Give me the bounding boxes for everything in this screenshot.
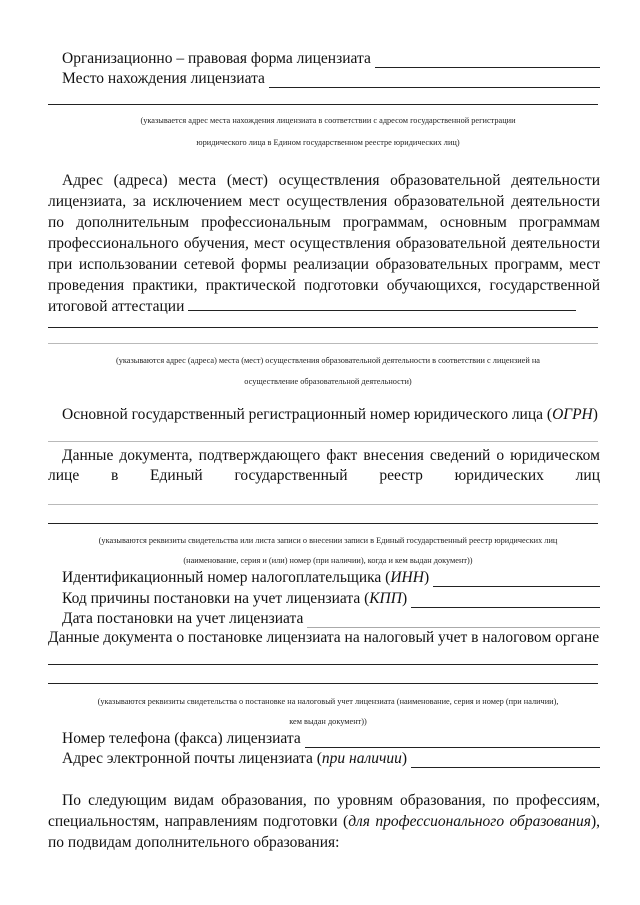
egrul-word: государственный <box>234 467 348 484</box>
egrul-word: подтверждающего <box>198 447 321 464</box>
kpp-close: ) <box>401 590 408 607</box>
reg-date-field[interactable] <box>307 614 600 628</box>
egrul-word: сведений <box>429 447 491 464</box>
kpp-abbr: КПП <box>369 590 402 607</box>
tax-doc-line <box>48 629 600 647</box>
final-text-1: По следующим видам образования, по уровням образования, по профессиям, специальностям, направлениям подготовки ( <box>48 792 600 830</box>
activity-address-field[interactable] <box>188 297 576 311</box>
egrul-word: документа, <box>119 447 193 464</box>
email-close: ) <box>401 750 408 767</box>
tax-note-1: (указываются реквизиты свидетельства о постановке на налоговый учет лицензиата (наименование, серия и номер (при наличии), <box>97 697 559 706</box>
egrul-doc-line-1 <box>62 447 600 465</box>
egrul-word: юридическом <box>510 447 600 464</box>
location-line <box>62 70 600 88</box>
inn-close: ) <box>423 569 430 586</box>
ogrn-close: ) <box>592 406 598 423</box>
location-field-continuation[interactable] <box>48 104 598 105</box>
inn-label: Идентификационный номер налогоплательщика ( <box>62 569 391 586</box>
egrul-word: внесения <box>363 447 424 464</box>
phone-line <box>62 730 600 748</box>
egrul-doc-field-2[interactable] <box>48 523 598 524</box>
phone-field[interactable] <box>305 734 600 748</box>
kpp-label: Код причины постановки на учет лицензиата ( <box>62 590 370 607</box>
tax-doc-field-2[interactable] <box>48 683 598 684</box>
egrul-word: лице <box>48 467 80 484</box>
location-label: Место нахождения лицензиата <box>62 70 265 87</box>
phone-label: Номер телефона (факса) лицензиата <box>62 730 301 747</box>
tax-note-2: кем выдан документ)) <box>289 717 367 726</box>
location-note-2: юридического лица в Едином государственном реестре юридических лиц) <box>196 138 460 147</box>
egrul-doc-field-1[interactable] <box>48 504 598 505</box>
location-note-1: (указывается адрес места нахождения лицензиата в соответствии с адресом государственной регистрации <box>140 116 516 125</box>
egrul-word: юридических <box>454 467 544 484</box>
ogrn-line <box>62 406 600 424</box>
egrul-word: реестр <box>379 467 423 484</box>
email-italic: при наличии <box>321 750 402 767</box>
activity-note-1: (указываются адрес (адреса) места (мест) осуществления образовательной деятельности в соответствии с лицензией на <box>115 356 540 365</box>
ogrn-label <box>62 406 598 424</box>
email-line <box>62 750 600 768</box>
final-text-2: ), по подвидам дополнительного образования: <box>48 813 600 851</box>
activity-note-2: осуществление образовательной деятельности) <box>244 377 412 386</box>
activity-address-line-3[interactable] <box>48 343 598 344</box>
kpp-line <box>62 590 600 608</box>
final-italic: для профессионального образования <box>348 813 591 830</box>
activity-address-text: Адрес (адреса) места (мест) осуществления образовательной деятельности лицензиата, за исключением мест осуществления образовательной деятельности по дополнительным профессиональным программам, основным программам профессионального обучения, мест осуществления образовательной деятельности при использовании сетевой формы реализации образовательных программ, мест проведения практики, практической подготовки обучающихся, государственной итоговой аттестации <box>48 172 600 315</box>
location-field[interactable] <box>269 74 600 88</box>
kpp-label-group <box>62 590 407 608</box>
egrul-word: Данные <box>62 447 114 464</box>
org-form-line <box>62 50 600 68</box>
reg-date-label: Дата постановки на учет лицензиата <box>62 610 304 627</box>
egrul-word: в <box>110 467 119 484</box>
email-label-group <box>62 750 407 768</box>
tax-doc-field-1[interactable] <box>48 664 598 665</box>
activity-address-paragraph <box>48 170 600 317</box>
egrul-word: факт <box>326 447 358 464</box>
education-types-paragraph <box>48 790 600 853</box>
inn-label-group <box>62 569 429 587</box>
egrul-note-2: (наименование, серия и (или) номер (при наличии), когда и кем выдан документ)) <box>183 556 473 565</box>
reg-date-line <box>62 610 600 628</box>
org-form-label: Организационно – правовая форма лицензиата <box>62 50 371 67</box>
email-label: Адрес электронной почты лицензиата ( <box>62 750 322 767</box>
inn-field[interactable] <box>433 573 600 587</box>
inn-line <box>62 569 600 587</box>
egrul-word: о <box>496 447 505 464</box>
ogrn-text: Основной государственный регистрационный номер юридического лица ( <box>62 406 553 423</box>
egrul-doc-line-2 <box>48 467 600 485</box>
egrul-word: Единый <box>150 467 203 484</box>
tax-doc-label: Данные документа о постановке лицензиата на налоговый учет в налоговом органе <box>48 629 600 646</box>
ogrn-field[interactable] <box>48 441 598 442</box>
kpp-field[interactable] <box>411 594 600 608</box>
egrul-word: лиц <box>575 467 600 484</box>
activity-address-line-2[interactable] <box>48 327 598 328</box>
ogrn-abbr: ОГРН <box>552 406 593 423</box>
org-form-field[interactable] <box>375 54 600 68</box>
email-field[interactable] <box>411 754 600 768</box>
egrul-note-1: (указываются реквизиты свидетельства или листа записи о внесении записи в Единый государственный реестр юридических лиц <box>98 536 558 545</box>
inn-abbr: ИНН <box>390 569 424 586</box>
